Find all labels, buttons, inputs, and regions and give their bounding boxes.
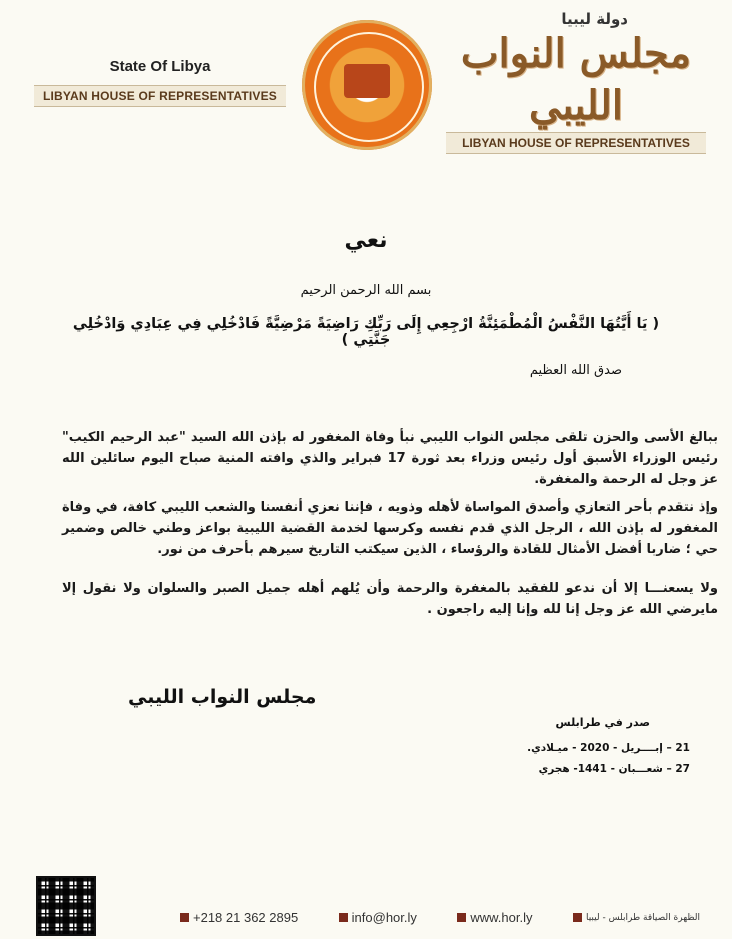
paragraph-prayer: ولا يسعنـــا إلا أن ندعو للفقيد بالمغفرة والرحمة وأن يُلهم أهله جميل الصبر والسلوان ولا نقول إلا مايرضي الله عز وجل إنا لله وإنا إليه راجعون . (62, 581, 718, 617)
square-bullet-icon (339, 913, 348, 922)
date-gregorian: 21 – إبــــريل - 2020 - ميـلادي. (527, 742, 690, 754)
footer-phone (180, 910, 298, 925)
state-of-libya-label: State Of Libya (109, 58, 211, 75)
issued-location: صدر في طرابلس (555, 716, 650, 729)
paragraph-condolence-announcement: ببالغ الأسى والحزن تلقى مجلس النواب الليبي نبأ وفاة المغفور له بإذن الله السيد "عبد الرحيم الكيب" رئيس الوزراء الأسبق أول رئيس وزراء بعد ثورة 17 فبراير والذي وافته المنية صباح اليوم سائلين الله عز وجل له الرحمة والمغفرة. (62, 430, 718, 487)
letterhead-left (34, 58, 286, 107)
phone-text: +218 21 362 2895 (193, 910, 299, 925)
footer-address (573, 913, 700, 923)
quran-verse: ( يَا أَيَّتُهَا النَّفْسُ الْمُطْمَئِنَّةُ ارْجِعِي إِلَى رَبِّكِ رَاضِيَةً مَرْضِيَّةً فَادْخُلِي فِي عِبَادِي وَادْخُلِي جَنَّتِي ) (72, 316, 660, 348)
state-of-libya-arabic: دولة ليبيا (561, 10, 628, 28)
date-hijri: 27 – شعـــبان - 1441- هجري (538, 763, 690, 775)
signature-block: مجلس النواب الليبي (128, 686, 317, 708)
letterhead-right (446, 10, 706, 154)
footer-email (339, 910, 417, 925)
website-text: www.hor.ly (470, 910, 533, 925)
house-of-representatives-seal-logo (302, 20, 432, 150)
paragraph-condolences: وإذ نتقدم بأحر التعازي وأصدق المواساة لأهله وذويه ، فإننا نعزي أنفسنا والشعب الليبي كافة، في وفاة المغفور له بإذن الله ، الرجل الذي قدم نفسه وكرسها لخدمة القضية الليبية بواعز وطني خالص وضمير حي ؛ ضاربا أفضل الأمثال للقادة والرؤساء ، الذين سيكتب التاريخ سيرهم بأحرف من نور. (62, 500, 718, 557)
document-title: نعي (344, 228, 388, 253)
footer-contact-bar (180, 910, 700, 925)
seal-emblem (344, 64, 390, 98)
basmala: بسم الله الرحمن الرحيم (300, 283, 432, 298)
square-bullet-icon (180, 913, 189, 922)
address-text: الظهرة الصياقة طرابلس - ليبيا (585, 912, 700, 923)
qr-code (36, 876, 96, 936)
email-text: info@hor.ly (351, 910, 417, 925)
hor-english-label-right: LIBYAN HOUSE OF REPRESENTATIVES (446, 132, 706, 154)
square-bullet-icon (457, 913, 466, 922)
footer-website (457, 910, 532, 925)
hor-arabic-wordmark: مجلس النواب الليبي (460, 30, 692, 129)
sadaq-allah: صدق الله العظيم (529, 363, 622, 378)
hor-english-label-left: LIBYAN HOUSE OF REPRESENTATIVES (34, 85, 286, 107)
letterhead (0, 0, 732, 150)
square-bullet-icon (573, 913, 582, 922)
